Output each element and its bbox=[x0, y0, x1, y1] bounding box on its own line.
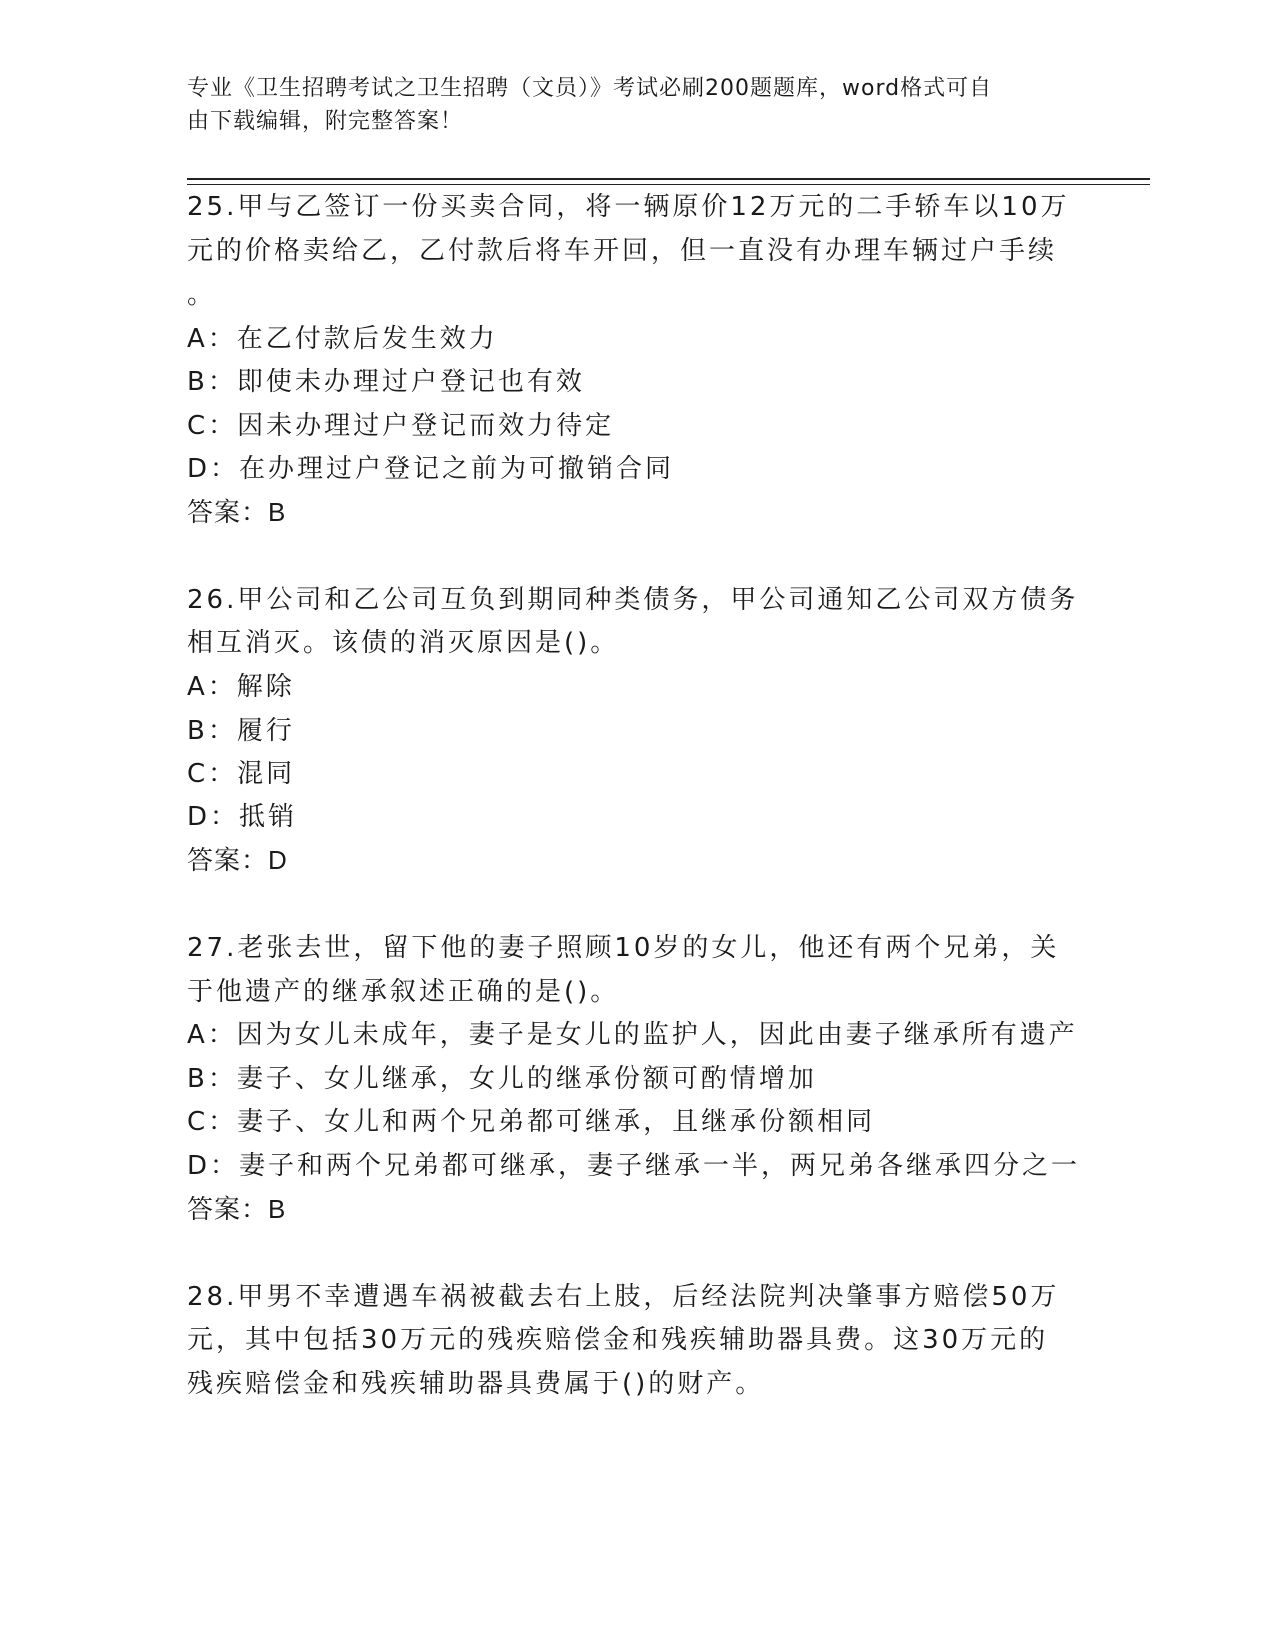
question-26-option-b: B：履行 bbox=[187, 716, 295, 746]
question-27-line-1: 27.老张去世，留下他的妻子照顾10岁的女儿，他还有两个兄弟，关 bbox=[187, 933, 1060, 963]
question-27-option-d: D：妻子和两个兄弟都可继承，妻子继承一半，两兄弟各继承四分之一 bbox=[187, 1151, 1081, 1181]
question-25-option-c: C：因未办理过户登记而效力待定 bbox=[187, 411, 615, 441]
header-line-2: 由下载编辑，附完整答案！ bbox=[187, 109, 464, 134]
question-25-option-d: D：在办理过户登记之前为可撤销合同 bbox=[187, 454, 675, 484]
question-28-line-2: 元，其中包括30万元的残疾赔偿金和残疾辅助器具费。这30万元的 bbox=[187, 1325, 1049, 1355]
question-25-line-1: 25.甲与乙签订一份买卖合同，将一辆原价12万元的二手轿车以10万 bbox=[187, 192, 1070, 222]
question-26-option-d: D：抵销 bbox=[187, 802, 298, 832]
question-26-answer: 答案：D bbox=[187, 845, 288, 875]
question-26-option-c: C：混同 bbox=[187, 759, 296, 789]
question-27-option-c: C：妻子、女儿和两个兄弟都可继承，且继承份额相同 bbox=[187, 1107, 876, 1137]
question-27-line-2: 于他遗产的继承叙述正确的是()。 bbox=[187, 977, 620, 1007]
document-header bbox=[187, 72, 1087, 138]
question-27-option-a: A：因为女儿未成年，妻子是女儿的监护人，因此由妻子继承所有遗产 bbox=[187, 1020, 1078, 1050]
question-25-option-b: B：即使未办理过户登记也有效 bbox=[187, 367, 585, 397]
question-25-answer: 答案：B bbox=[187, 497, 287, 527]
question-28-line-3: 残疾赔偿金和残疾辅助器具费属于()的财产。 bbox=[187, 1369, 765, 1399]
question-27-option-b: B：妻子、女儿继承，女儿的继承份额可酌情增加 bbox=[187, 1064, 817, 1094]
question-28-line-1: 28.甲男不幸遭遇车祸被截去右上肢，后经法院判决肇事方赔偿50万 bbox=[187, 1282, 1060, 1312]
question-25-line-3: 。 bbox=[187, 280, 217, 310]
question-25-line-2: 元的价格卖给乙，乙付款后将车开回，但一直没有办理车辆过户手续 bbox=[187, 236, 1058, 266]
question-26-line-2: 相互消灭。该债的消灭原因是()。 bbox=[187, 628, 620, 658]
question-25-option-a: A：在乙付款后发生效力 bbox=[187, 324, 498, 354]
header-line-1: 专业《卫生招聘考试之卫生招聘（文员）》考试必刷200题题库，word格式可自 bbox=[187, 76, 993, 101]
header-divider-thin bbox=[187, 184, 1150, 185]
question-26-line-1: 26.甲公司和乙公司互负到期同种类债务，甲公司通知乙公司双方债务 bbox=[187, 585, 1079, 615]
question-27-answer: 答案：B bbox=[187, 1194, 287, 1224]
header-divider bbox=[187, 178, 1150, 180]
question-26-option-a: A：解除 bbox=[187, 672, 295, 702]
